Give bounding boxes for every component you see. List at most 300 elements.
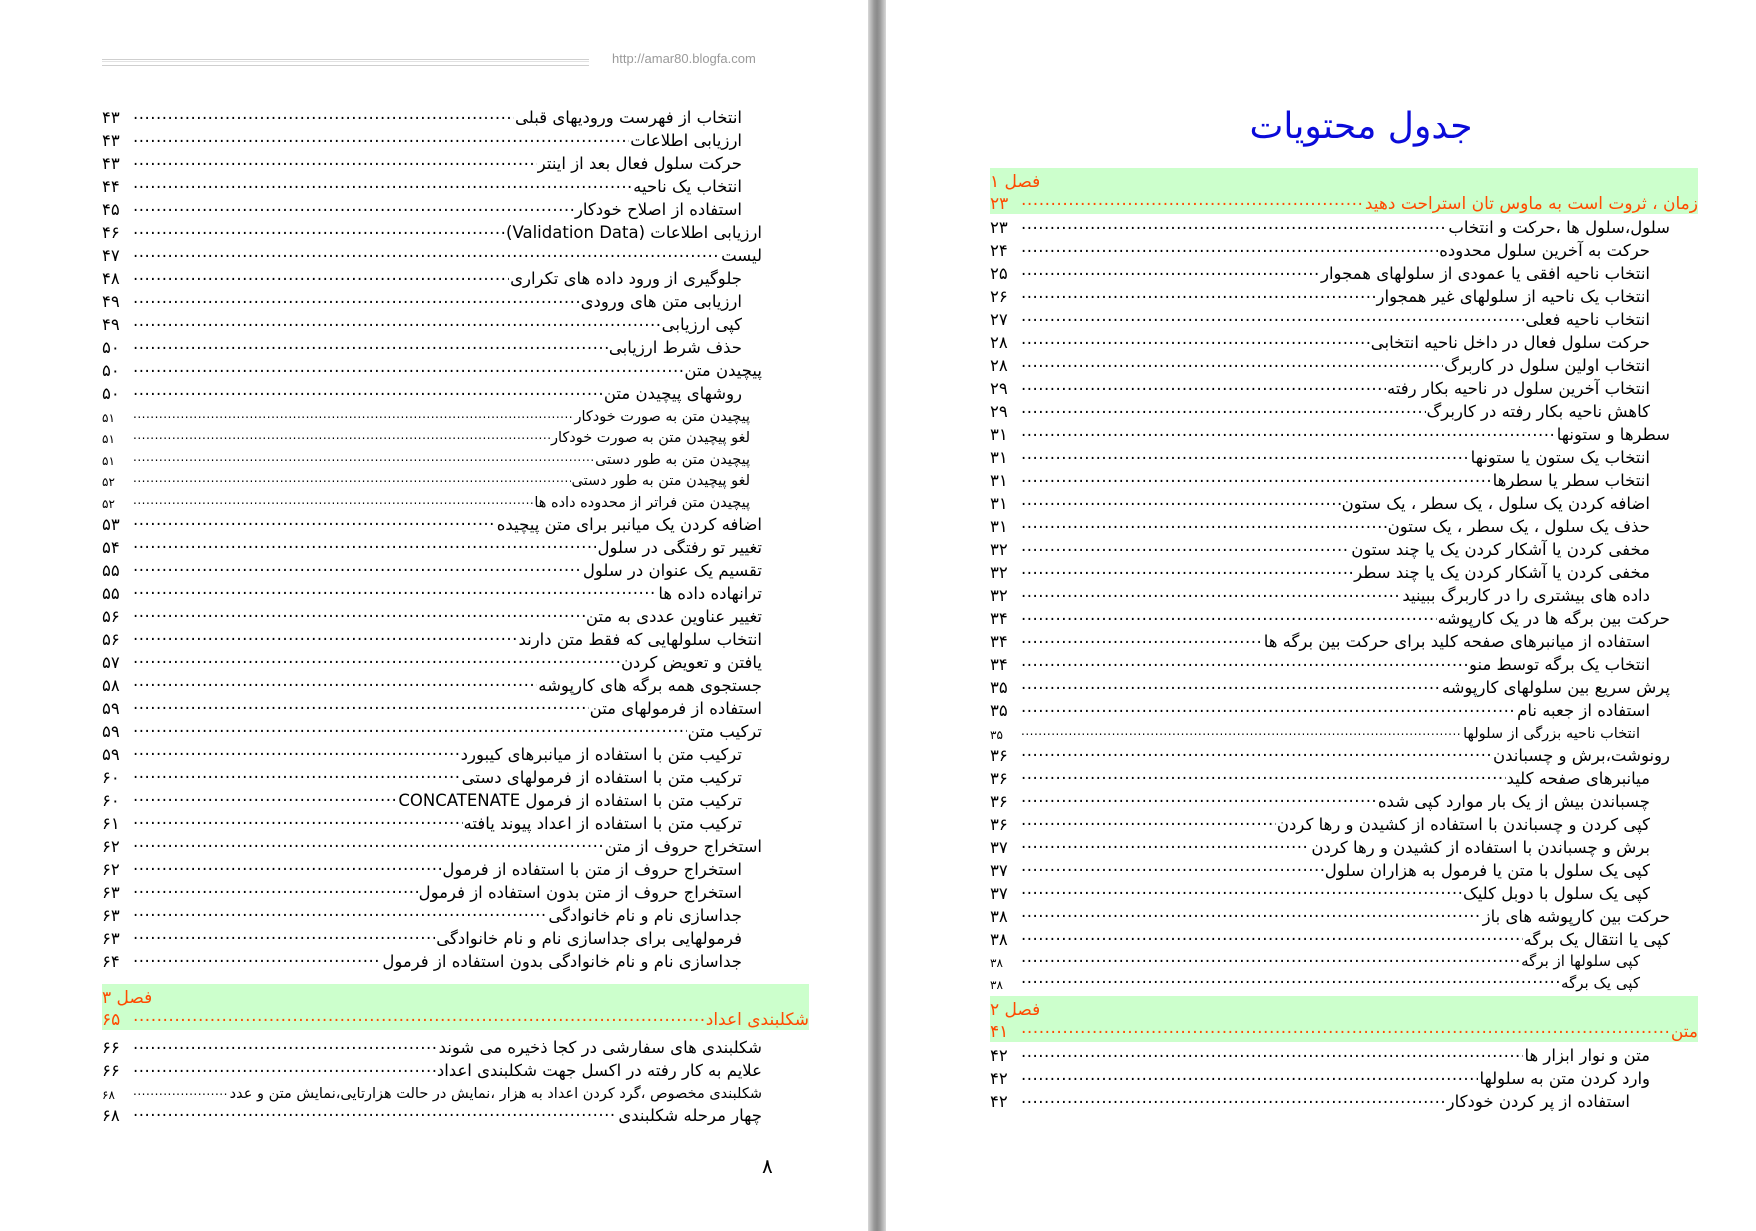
toc-title: پیچیدن متن فراتر از محدوده داده ها <box>534 494 750 511</box>
toc-page-number: ۵۹ <box>102 698 120 718</box>
dot-leader <box>133 451 594 463</box>
toc-title: تغییر تو رفتگی در سلول <box>597 537 762 557</box>
toc-entry[interactable] <box>990 811 1670 834</box>
dot-leader <box>133 811 463 828</box>
toc-entry[interactable] <box>990 398 1670 421</box>
toc-title: حذف شرط ارزیابی <box>608 338 742 357</box>
toc-title: ترکیب متن با استفاده از فرمول CONCATENATE <box>398 790 742 810</box>
toc-entry[interactable] <box>102 1008 809 1030</box>
toc-page-number: ۳۲ <box>990 586 1008 605</box>
dot-leader <box>133 267 509 284</box>
toc-entry[interactable] <box>102 511 762 534</box>
dot-leader <box>133 1036 438 1053</box>
toc-entry[interactable] <box>102 787 762 810</box>
toc-entry[interactable] <box>990 1020 1698 1042</box>
toc-page-number: ۵۹ <box>102 744 120 764</box>
toc-page-number: ۳۸ <box>990 906 1008 926</box>
toc-page-number: ۳۸ <box>990 929 1008 949</box>
toc-entry[interactable] <box>990 582 1670 605</box>
toc-title: داده های بیشتری را در کاربرگ ببینید <box>1402 586 1650 605</box>
toc-title: مخفی کردن یا آشکار کردن یک یا چند ستون <box>1351 540 1650 559</box>
toc-entry[interactable] <box>102 534 762 557</box>
chapter-title: متن <box>1670 1022 1698 1042</box>
toc-page-number: ۲۴ <box>990 241 1008 260</box>
page-number: ۸ <box>762 1154 773 1178</box>
toc-entry[interactable] <box>990 788 1670 811</box>
toc-title: فرمولهایی برای جداسازی نام و نام خانوادگی <box>436 928 742 948</box>
toc-entry[interactable] <box>990 765 1670 788</box>
dot-leader <box>1021 216 1447 233</box>
dot-leader <box>1021 515 1387 532</box>
toc-entry[interactable] <box>102 150 762 173</box>
toc-entry[interactable] <box>990 192 1698 214</box>
toc-page-number: ۵۷ <box>102 652 120 672</box>
toc-entry[interactable] <box>990 559 1670 582</box>
toc-title: تقسیم یک عنوان در سلول <box>582 560 762 580</box>
dot-leader <box>1021 1090 1446 1107</box>
toc-page-number: ۳۵ <box>990 727 1003 742</box>
chapter-label: فصل ۲ <box>990 1000 1041 1020</box>
toc-entry[interactable] <box>102 810 762 833</box>
toc-page-number: ۳۵ <box>990 678 1008 697</box>
toc-entry[interactable] <box>990 1042 1650 1065</box>
dot-leader <box>133 494 533 506</box>
toc-title: میانبرهای صفحه کلید <box>1506 768 1650 788</box>
dot-leader <box>133 512 496 529</box>
toc-entry[interactable] <box>990 697 1670 720</box>
toc-page-number: ۵۵ <box>102 583 120 603</box>
toc-title: کپی یک سلول با دوبل کلیک <box>1462 883 1650 903</box>
toc-entry[interactable] <box>102 242 762 265</box>
dot-leader <box>133 1059 436 1076</box>
toc-entry[interactable] <box>990 1088 1650 1111</box>
dot-leader <box>1021 1020 1670 1037</box>
toc-title: اضافه کردن یک سلول ، یک سطر ، یک ستون <box>1341 494 1650 513</box>
toc-title: روشهای پیچیدن متن <box>603 384 742 403</box>
dot-leader <box>1021 285 1376 302</box>
toc-entry[interactable] <box>102 856 762 879</box>
dot-leader <box>1021 949 1520 966</box>
chapter-header <box>990 996 1698 1042</box>
toc-entry[interactable] <box>102 649 762 672</box>
chapter-header <box>990 168 1698 214</box>
toc-page-number: ۴۳ <box>102 108 120 127</box>
page-title: جدول محتویات <box>1249 106 1473 147</box>
toc-title: برش و چسباندن با استفاده از کشیدن و رها کردن <box>1311 837 1650 857</box>
toc-title: انتخاب اولین سلول در کاربرگ <box>1444 356 1650 375</box>
toc-entry[interactable] <box>990 970 1670 992</box>
toc-entry[interactable] <box>990 513 1670 536</box>
dot-leader <box>1021 538 1350 555</box>
dot-leader <box>1021 904 1482 921</box>
toc-entry[interactable] <box>102 311 762 334</box>
left-page <box>0 0 868 1231</box>
toc-title: انتخاب ناحیه فعلی <box>1525 310 1650 329</box>
toc-entry[interactable] <box>990 444 1670 467</box>
dot-leader <box>1021 607 1437 624</box>
toc-title: کاهش ناحیه بکار رفته در کاربرگ <box>1426 402 1650 421</box>
toc-title: انتخاب آخرین سلول در ناحیه بکار رفته <box>1386 379 1650 398</box>
dot-leader <box>133 175 632 192</box>
dot-leader <box>1021 584 1401 601</box>
toc-title: استفاده از فرمولهای متن <box>589 698 762 718</box>
chapter-2-block <box>990 996 1698 1042</box>
toc-page-number: ۴۳ <box>102 154 120 173</box>
dot-leader <box>133 742 460 759</box>
toc-page-number: ۲۸ <box>990 333 1008 352</box>
toc-page-number: ۳۸ <box>990 977 1003 992</box>
toc-entry[interactable] <box>102 446 762 468</box>
toc-entry[interactable] <box>102 196 762 219</box>
toc-title: جداسازی نام و نام خانوادگی <box>548 905 742 925</box>
toc-page-number: ۵۰ <box>102 338 120 357</box>
dot-leader <box>133 152 537 169</box>
page-divider <box>868 0 886 1231</box>
toc-entry[interactable] <box>990 949 1670 971</box>
toc-title: ترکیب متن با استفاده از میانبرهای کیبورد <box>460 744 742 764</box>
toc-page-number: ۶۸ <box>102 1087 115 1102</box>
toc-page-number: ۳۶ <box>990 814 1008 834</box>
dot-leader <box>1021 699 1516 716</box>
toc-entry[interactable] <box>102 741 762 764</box>
toc-entry[interactable] <box>990 1065 1650 1088</box>
toc-page-number: ۳۶ <box>990 745 1008 765</box>
dot-leader <box>1021 927 1523 944</box>
chapter-3-entries <box>102 1034 762 1125</box>
toc-page-number: ۳۷ <box>990 860 1008 880</box>
toc-page-number: ۵۱ <box>102 410 115 425</box>
toc-title: حذف یک سلول ، یک سطر ، یک ستون <box>1387 517 1650 536</box>
toc-entry[interactable] <box>102 925 762 948</box>
toc-entry[interactable] <box>990 742 1670 765</box>
toc-page-number: ۳۶ <box>990 791 1008 811</box>
toc-page-number: ۴۶ <box>102 223 120 242</box>
toc-page-number: ۶۵ <box>102 1010 121 1030</box>
toc-title: استفاده از میانبرهای صفحه کلید برای حرکت بین برگه ها <box>1263 632 1650 651</box>
toc-title: جلوگیری از ورود داده های تکراری <box>510 269 742 288</box>
toc-page-number: ۴۵ <box>102 200 120 219</box>
toc-entry[interactable] <box>102 672 762 695</box>
toc-entry[interactable] <box>990 214 1670 237</box>
toc-entry[interactable] <box>102 833 762 856</box>
toc-title: انتخاب یک برگه توسط منو <box>1468 655 1650 674</box>
toc-page-number: ۵۴ <box>102 537 120 557</box>
dot-leader <box>133 1103 617 1120</box>
dot-leader <box>133 834 604 851</box>
toc-title: چسباندن بیش از یک بار موارد کپی شده <box>1377 791 1650 811</box>
toc-page-number: ۲۵ <box>990 264 1008 283</box>
dot-leader <box>1021 331 1370 348</box>
toc-title: حرکت سلول فعال بعد از اینتر <box>537 154 742 173</box>
toc-title: انتخاب یک ناحیه از سلولهای غیر همجوار <box>1376 287 1650 306</box>
toc-entry[interactable] <box>102 764 762 787</box>
toc-page-number: ۳۱ <box>990 448 1008 467</box>
toc-entry[interactable] <box>102 357 762 380</box>
toc-entry[interactable] <box>102 288 762 311</box>
toc-entry[interactable] <box>990 880 1670 903</box>
toc-entry[interactable] <box>990 260 1670 283</box>
dot-leader <box>1021 725 1462 737</box>
toc-page-number: ۵۶ <box>102 606 120 626</box>
toc-title: کپی سلولها از برگه <box>1521 952 1640 970</box>
dot-leader <box>133 198 574 215</box>
toc-entry[interactable] <box>990 375 1670 398</box>
toc-entry[interactable] <box>102 380 762 403</box>
toc-page-number: ۵۹ <box>102 721 120 741</box>
toc-title: حرکت بین برگه ها در یک کارپوشه <box>1437 609 1670 628</box>
dot-leader <box>133 382 603 399</box>
toc-title: کپی ارزیابی <box>661 315 742 334</box>
dot-leader <box>133 558 582 575</box>
toc-page-number: ۲۷ <box>990 310 1008 329</box>
toc-title: علایم به کار رفته در اکسل جهت شکلبندی اعداد <box>436 1061 762 1080</box>
toc-page-number: ۶۱ <box>102 813 120 833</box>
toc-entry[interactable] <box>102 879 762 902</box>
toc-entry[interactable] <box>990 674 1670 697</box>
toc-entry[interactable] <box>990 467 1670 490</box>
toc-page-number: ۵۰ <box>102 361 120 380</box>
toc-page-number: ۴۹ <box>102 292 120 311</box>
toc-entry[interactable] <box>990 605 1670 628</box>
toc-entry[interactable] <box>102 334 762 357</box>
toc-title: ترکیب متن با استفاده از اعداد پیوند یافته <box>463 813 742 833</box>
dot-leader <box>1021 766 1506 783</box>
toc-page-number: ۵۶ <box>102 629 120 649</box>
toc-page-number: ۳۱ <box>990 517 1008 536</box>
dot-leader <box>133 788 397 805</box>
toc-entry[interactable] <box>990 834 1670 857</box>
dot-leader <box>133 472 571 484</box>
toc-page-number: ۴۳ <box>102 131 120 150</box>
dot-leader <box>1021 881 1462 898</box>
dot-leader <box>1021 377 1386 394</box>
dot-leader <box>133 221 505 238</box>
toc-page-number: ۶۲ <box>102 859 120 879</box>
toc-entry[interactable] <box>990 329 1670 352</box>
dot-leader <box>133 106 514 123</box>
toc-page-number: ۵۰ <box>102 384 120 403</box>
toc-page-number: ۶۲ <box>102 836 120 856</box>
toc-entry[interactable] <box>102 219 762 242</box>
toc-entry[interactable] <box>102 1034 762 1057</box>
toc-title: جداسازی نام و نام خانوادگی بدون استفاده از فرمول <box>382 951 742 971</box>
toc-entry[interactable] <box>102 902 762 925</box>
toc-page-number: ۵۱ <box>102 453 115 468</box>
right-page <box>886 0 1756 1231</box>
toc-entry[interactable] <box>102 695 762 718</box>
toc-title: حرکت به آخرین سلول محدوده <box>1439 241 1650 260</box>
toc-page-number: ۳۴ <box>990 655 1008 674</box>
dot-leader <box>1021 446 1470 463</box>
chapter-title: زمان ، ثروت است به ماوس تان استراحت دهید <box>1364 194 1698 214</box>
toc-entry[interactable] <box>102 403 762 425</box>
dot-leader <box>133 408 573 420</box>
toc-page-number: ۳۶ <box>990 768 1008 788</box>
toc-title: اضافه کردن یک میانبر برای متن پیچیده <box>496 514 762 534</box>
toc-title: شکلبندی مخصوص ،گرد کردن اعداد به هزار ،نمایش در حالت هزارتایی،نمایش متن و عدد <box>229 1085 762 1102</box>
dot-leader <box>1021 1044 1523 1061</box>
toc-page-number: ۳۴ <box>990 609 1008 628</box>
toc-page-number: ۴۴ <box>102 177 120 196</box>
toc-entry[interactable] <box>102 1057 762 1080</box>
toc-page-number: ۶۰ <box>102 790 120 810</box>
toc-page-number: ۲۳ <box>990 194 1009 214</box>
toc-page-number: ۶۰ <box>102 767 120 787</box>
toc-title: وارد کردن متن به سلولها <box>1479 1069 1650 1088</box>
toc-entry[interactable] <box>102 265 762 288</box>
toc-title: یافتن و تعویض کردن <box>620 652 762 672</box>
dot-leader <box>133 926 435 943</box>
toc-page-number: ۳۱ <box>990 471 1008 490</box>
toc-page-number: ۴۲ <box>990 1092 1008 1111</box>
left-toc-list <box>102 104 762 971</box>
toc-entry[interactable] <box>102 127 762 150</box>
toc-title: مخفی کردن یا آشکار کردن یک یا چند سطر <box>1354 563 1650 582</box>
toc-page-number: ۶۴ <box>102 951 120 971</box>
dot-leader <box>1021 835 1310 852</box>
toc-entry[interactable] <box>990 651 1670 674</box>
dot-leader <box>133 244 720 261</box>
toc-title: استفاده از اصلاح خودکار <box>574 200 742 219</box>
toc-entry[interactable] <box>102 603 762 626</box>
chapter-label: فصل ۳ <box>102 988 153 1008</box>
toc-entry[interactable] <box>102 1080 762 1102</box>
dot-leader <box>1021 858 1324 875</box>
toc-entry[interactable] <box>990 490 1670 513</box>
toc-entry[interactable] <box>990 903 1670 926</box>
toc-title: استخراج حروف از متن بدون استفاده از فرمول <box>418 882 742 902</box>
toc-title: کپی یا انتقال یک برگه <box>1523 929 1670 949</box>
toc-title: انتخاب یک ناحیه <box>633 177 742 196</box>
dot-leader <box>1021 676 1441 693</box>
dot-leader <box>1021 789 1377 806</box>
chapter-1-block <box>990 168 1698 214</box>
dot-leader <box>1021 970 1560 987</box>
dot-leader <box>1021 308 1524 325</box>
dot-leader <box>1021 400 1426 417</box>
toc-page-number: ۵۲ <box>102 496 115 511</box>
toc-page-number: ۴۱ <box>990 1022 1009 1042</box>
dot-leader <box>133 581 657 598</box>
toc-entry[interactable] <box>990 857 1670 880</box>
toc-title: ارزیابی اطلاعات <box>630 131 742 150</box>
toc-title: انتخاب سلولهایی که فقط متن دارند <box>518 629 762 649</box>
header-rule <box>102 59 589 66</box>
toc-page-number: ۲۸ <box>990 356 1008 375</box>
toc-page-number: ۲۹ <box>990 402 1008 421</box>
toc-title: جستجوی همه برگه های کارپوشه <box>538 675 762 695</box>
toc-page-number: ۶۶ <box>102 1061 120 1080</box>
toc-page-number: ۵۸ <box>102 675 120 695</box>
toc-entry[interactable] <box>990 283 1670 306</box>
toc-page-number: ۶۳ <box>102 928 120 948</box>
toc-title: کپی یک سلول با متن یا فرمول به هزاران سلول <box>1324 860 1650 880</box>
toc-page-number: ۶۳ <box>102 882 120 902</box>
toc-title: ارزیابی متن های ورودی <box>580 292 742 311</box>
dot-leader <box>1021 561 1353 578</box>
toc-page-number: ۴۹ <box>102 315 120 334</box>
toc-entry[interactable] <box>990 628 1670 651</box>
toc-title: حرکت بین کارپوشه های باز <box>1482 906 1670 926</box>
toc-title: انتخاب یک ستون یا ستونها <box>1470 448 1650 467</box>
toc-entry[interactable] <box>102 468 762 490</box>
toc-title: سلول،سلول ها ،حرکت و انتخاب <box>1448 218 1670 237</box>
toc-title: لغو پیچیدن متن به طور دستی <box>571 473 750 489</box>
dot-leader <box>133 719 687 736</box>
chapter-2-entries <box>990 1042 1650 1111</box>
dot-leader <box>1021 812 1276 829</box>
toc-entry[interactable] <box>102 425 762 447</box>
toc-page-number: ۳۱ <box>990 494 1008 513</box>
dot-leader <box>133 903 547 920</box>
toc-title: متن و نوار ابزار ها <box>1524 1046 1650 1065</box>
toc-entry[interactable] <box>102 1102 762 1125</box>
dot-leader <box>1021 262 1320 279</box>
toc-title: استخراج حروف از متن <box>604 836 762 856</box>
toc-page-number: ۳۱ <box>990 425 1008 444</box>
toc-page-number: ۶۳ <box>102 905 120 925</box>
toc-title: کپی یک برگه <box>1561 973 1640 992</box>
toc-page-number: ۲۳ <box>990 218 1008 237</box>
toc-entry[interactable] <box>990 720 1670 742</box>
toc-title: لیست <box>721 246 762 265</box>
dot-leader <box>133 696 589 713</box>
toc-entry[interactable] <box>990 926 1670 949</box>
dot-leader <box>133 949 381 966</box>
toc-entry[interactable] <box>102 173 762 196</box>
toc-page-number: ۳۷ <box>990 837 1008 857</box>
toc-title: سطرها و ستونها <box>1556 425 1670 444</box>
toc-title: حرکت سلول فعال در داخل ناحیه انتخابی <box>1370 333 1650 352</box>
dot-leader <box>133 1085 229 1097</box>
toc-page-number: ۵۲ <box>102 475 115 489</box>
toc-entry[interactable] <box>990 421 1670 444</box>
dot-leader <box>133 336 608 353</box>
header-url: http://amar80.blogfa.com <box>612 51 756 66</box>
toc-entry[interactable] <box>990 306 1670 329</box>
dot-leader <box>1021 492 1341 509</box>
toc-entry[interactable] <box>102 580 762 603</box>
toc-title: پیچیدن متن <box>684 361 762 380</box>
toc-entry[interactable] <box>102 626 762 649</box>
toc-entry[interactable] <box>102 104 762 127</box>
dot-leader <box>133 290 580 307</box>
toc-page-number: ۶۶ <box>102 1038 120 1057</box>
dot-leader <box>133 627 517 644</box>
toc-entry[interactable] <box>102 718 762 741</box>
toc-page-number: ۴۲ <box>990 1069 1008 1088</box>
toc-entry[interactable] <box>102 948 762 971</box>
dot-leader <box>133 604 585 621</box>
dot-leader <box>133 1008 705 1025</box>
dot-leader <box>1021 630 1263 647</box>
dot-leader <box>133 535 596 552</box>
dot-leader <box>133 765 461 782</box>
toc-entry[interactable] <box>102 489 762 511</box>
toc-entry[interactable] <box>990 237 1670 260</box>
toc-entry[interactable] <box>102 557 762 580</box>
chapter-title: شکلبندی اعداد <box>705 1010 809 1030</box>
toc-title: چهار مرحله شکلبندی <box>618 1105 762 1125</box>
toc-page-number: ۴۷ <box>102 246 120 265</box>
toc-title: رونوشت،برش و چسباندن <box>1493 745 1670 765</box>
toc-entry[interactable] <box>990 352 1670 375</box>
toc-entry[interactable] <box>990 536 1670 559</box>
toc-title: پرش سریع بین سلولهای کارپوشه <box>1441 678 1670 697</box>
dot-leader <box>1021 653 1468 670</box>
toc-title: پیچیدن متن به طور دستی <box>595 451 750 468</box>
toc-page-number: ۴۸ <box>102 269 120 288</box>
